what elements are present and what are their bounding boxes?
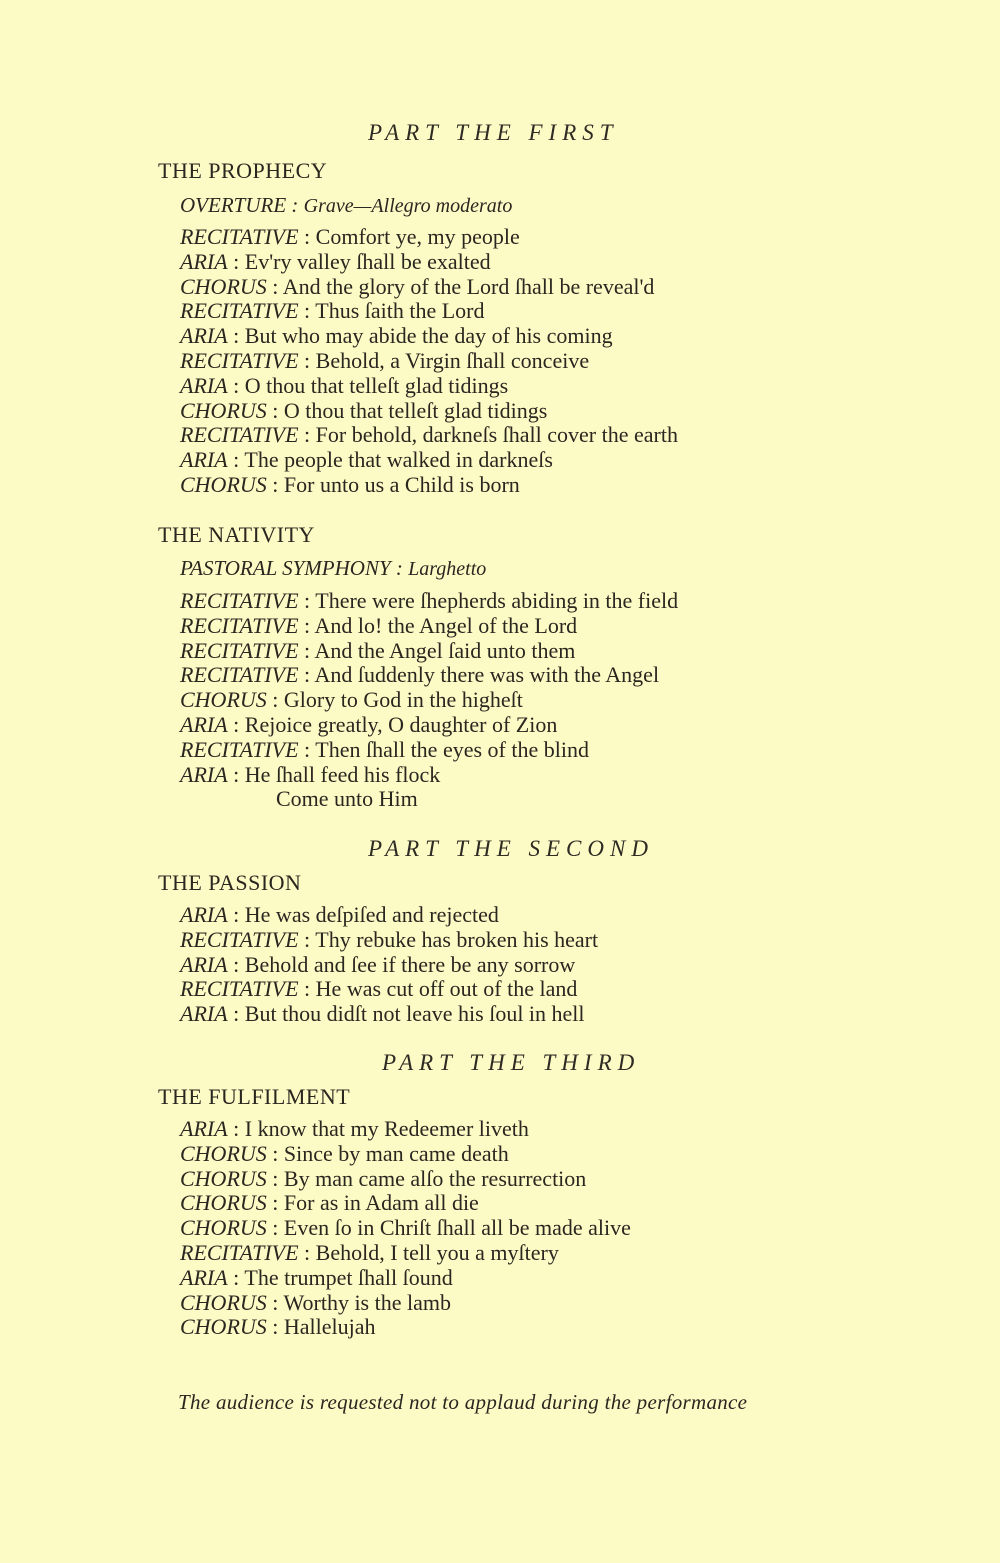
- entry-title: Behold, a Virgin ſhall conceive: [315, 347, 590, 373]
- entry-kind: RECITATIVE: [180, 662, 299, 688]
- entry-title: Even ſo in Chriſt ſhall all be made alive: [283, 1215, 631, 1241]
- prophecy-entries: [180, 225, 678, 498]
- symphony-label: PASTORAL SYMPHONY: [180, 556, 391, 580]
- overture-label: OVERTURE: [180, 193, 287, 217]
- entry-kind: ARIA: [180, 761, 228, 787]
- list-item: RECITATIVE : Thus ſaith the Lord: [180, 298, 485, 324]
- entry-title: He was deſpiſed and rejected: [244, 902, 499, 927]
- entry-kind: CHORUS: [180, 1165, 267, 1191]
- entry-title: For as in Adam all die: [283, 1190, 479, 1216]
- list-item: CHORUS : O thou that telleſt glad tidings: [180, 397, 548, 423]
- entry-title: And the Angel ſaid unto them: [314, 637, 576, 663]
- list-item: ARIA : He was deſpiſed and rejected: [180, 902, 499, 927]
- entry-kind: RECITATIVE: [180, 298, 299, 324]
- list-item: ARIA : Behold and ſee if there be any sorrow: [180, 951, 576, 977]
- list-item: RECITATIVE : Then ſhall the eyes of the blind: [180, 736, 589, 762]
- entry-kind: ARIA: [180, 951, 228, 977]
- entry-kind: RECITATIVE: [180, 612, 299, 638]
- entry-kind: RECITATIVE: [180, 976, 299, 1002]
- entry-kind: ARIA: [180, 323, 228, 349]
- entry-kind: ARIA: [180, 711, 228, 737]
- entry-title: Behold, I tell you a myſtery: [315, 1239, 559, 1265]
- list-item: CHORUS : Even ſo in Chriſt ſhall all be made alive: [180, 1215, 631, 1241]
- entry-title: By man came alſo the resurrection: [283, 1165, 587, 1191]
- entry-title: The people that walked in darkneſs: [244, 447, 553, 473]
- pastoral-symphony-line: PASTORAL SYMPHONY : Larghetto: [180, 556, 487, 580]
- symphony-tempo: Larghetto: [408, 558, 487, 580]
- entry-kind: RECITATIVE: [180, 637, 299, 663]
- list-item: CHORUS : For as in Adam all die: [180, 1190, 479, 1216]
- part-one-title: PART THE FIRST: [368, 120, 619, 145]
- entry-title: He ſhall feed his flock: [244, 761, 441, 787]
- list-item: RECITATIVE : And ſuddenly there was with the Angel: [180, 662, 660, 688]
- entry-title: For unto us a Child is born: [283, 471, 520, 497]
- list-item: ARIA : The trumpet ſhall ſound: [180, 1264, 453, 1290]
- section-title-passion: THE PASSION: [158, 870, 302, 895]
- entry-title: I know that my Redeemer liveth: [244, 1116, 529, 1141]
- list-item: CHORUS : Hallelujah: [180, 1314, 376, 1340]
- list-item: RECITATIVE : Behold, a Virgin ſhall conceive: [180, 347, 590, 373]
- overture-tempo: Grave—Allegro moderato: [303, 195, 513, 217]
- entry-kind: CHORUS: [180, 1190, 267, 1216]
- entry-kind: RECITATIVE: [180, 1239, 299, 1265]
- entry-title: The trumpet ſhall ſound: [244, 1264, 453, 1290]
- overture-line: OVERTURE : Grave—Allegro moderato: [180, 193, 513, 217]
- list-item: RECITATIVE : And the Angel ſaid unto them: [180, 637, 576, 663]
- entry-kind: ARIA: [180, 1116, 228, 1141]
- entry-kind: RECITATIVE: [180, 224, 299, 249]
- entry-title: Rejoice greatly, O daughter of Zion: [244, 711, 558, 737]
- entry-title: Thus ſaith the Lord: [315, 298, 485, 324]
- entry-kind: CHORUS: [180, 1289, 267, 1315]
- entry-title: Thy rebuke has broken his heart: [315, 926, 599, 952]
- list-item: CHORUS : By man came alſo the resurrection: [180, 1165, 587, 1191]
- entry-kind: ARIA: [180, 1001, 228, 1027]
- list-item: ARIA : He ſhall feed his flock: [180, 761, 441, 787]
- list-item: RECITATIVE : For behold, darkneſs ſhall cover the earth: [180, 422, 678, 448]
- entry-kind: RECITATIVE: [180, 588, 299, 613]
- list-item: ARIA : I know that my Redeemer liveth: [180, 1116, 529, 1141]
- list-item: RECITATIVE : Comfort ye, my people: [180, 224, 520, 249]
- entry-title: Ev'ry valley ſhall be exalted: [244, 248, 491, 274]
- entry-kind: RECITATIVE: [180, 347, 299, 373]
- list-item: RECITATIVE : He was cut off out of the land: [180, 976, 578, 1002]
- list-item-continuation: [180, 787, 678, 812]
- entry-title: And the glory of the Lord ſhall be reveal'd: [282, 273, 655, 299]
- entry-kind: RECITATIVE: [180, 926, 299, 952]
- list-item: CHORUS : Since by man came death: [180, 1140, 509, 1166]
- entry-title: And lo! the Angel of the Lord: [314, 612, 578, 638]
- list-item: ARIA : But who may abide the day of his coming: [180, 323, 613, 349]
- list-item: ARIA : Ev'ry valley ſhall be exalted: [180, 248, 491, 274]
- entry-kind: ARIA: [180, 248, 228, 274]
- list-item: CHORUS : Glory to God in the higheſt: [180, 687, 523, 713]
- list-item: RECITATIVE : And lo! the Angel of the Lord: [180, 612, 578, 638]
- entry-title: There were ſhepherds abiding in the field: [315, 588, 679, 613]
- entry-kind: ARIA: [180, 902, 228, 927]
- entry-title: But thou didſt not leave his ſoul in hell: [244, 1001, 585, 1027]
- entry-kind: CHORUS: [180, 1215, 267, 1241]
- entry-kind: CHORUS: [180, 687, 267, 713]
- list-item: RECITATIVE : There were ſhepherds abiding in the field: [180, 588, 679, 613]
- list-item: ARIA : O thou that telleſt glad tidings: [180, 372, 509, 398]
- entry-title: Come unto Him: [276, 786, 418, 812]
- entry-kind: ARIA: [180, 372, 228, 398]
- entry-title: He was cut off out of the land: [315, 976, 578, 1002]
- list-item: CHORUS : For unto us a Child is born: [180, 471, 520, 497]
- list-item: RECITATIVE : Behold, I tell you a myſtery: [180, 1239, 559, 1265]
- entry-title: Glory to God in the higheſt: [283, 687, 523, 713]
- entry-title: Hallelujah: [283, 1314, 376, 1340]
- list-item: ARIA : Rejoice greatly, O daughter of Zion: [180, 711, 558, 737]
- entry-kind: ARIA: [180, 1264, 228, 1290]
- entry-title: Comfort ye, my people: [315, 224, 520, 249]
- entry-kind: CHORUS: [180, 1140, 267, 1166]
- nativity-entries: [180, 589, 678, 812]
- entry-title: And ſuddenly there was with the Angel: [314, 662, 660, 688]
- list-item: ARIA : But thou didſt not leave his ſoul in hell: [180, 1001, 585, 1027]
- passion-entries: [180, 903, 598, 1027]
- list-item: CHORUS : Worthy is the lamb: [180, 1289, 451, 1315]
- part-three-title: PART THE THIRD: [382, 1050, 641, 1075]
- entry-kind: CHORUS: [180, 273, 267, 299]
- entry-kind: CHORUS: [180, 471, 267, 497]
- part-two-title: PART THE SECOND: [368, 836, 654, 861]
- entry-title: Since by man came death: [283, 1140, 509, 1166]
- entry-title: O thou that telleſt glad tidings: [283, 397, 548, 423]
- fulfilment-entries: [180, 1117, 631, 1340]
- entry-title: O thou that telleſt glad tidings: [244, 372, 509, 398]
- section-title-fulfilment: THE FULFILMENT: [158, 1084, 351, 1109]
- entry-kind: RECITATIVE: [180, 736, 299, 762]
- entry-kind: CHORUS: [180, 1314, 267, 1340]
- entry-title: But who may abide the day of his coming: [244, 323, 613, 349]
- list-item: ARIA : The people that walked in darkneſs: [180, 447, 553, 473]
- entry-title: Behold and ſee if there be any sorrow: [244, 951, 576, 977]
- entry-title: Worthy is the lamb: [283, 1289, 451, 1315]
- audience-notice: The audience is requested not to applaud during the performance: [178, 1390, 748, 1414]
- entry-kind: ARIA: [180, 447, 228, 473]
- list-item: RECITATIVE : Thy rebuke has broken his heart: [180, 926, 599, 952]
- section-title-prophecy: THE PROPHECY: [158, 158, 328, 183]
- entry-title: For behold, darkneſs ſhall cover the earth: [315, 422, 678, 448]
- list-item: CHORUS : And the glory of the Lord ſhall be reveal'd: [180, 273, 655, 299]
- entry-title: Then ſhall the eyes of the blind: [315, 736, 589, 762]
- entry-kind: RECITATIVE: [180, 422, 299, 448]
- entry-kind: CHORUS: [180, 397, 267, 423]
- section-title-nativity: THE NATIVITY: [158, 522, 315, 547]
